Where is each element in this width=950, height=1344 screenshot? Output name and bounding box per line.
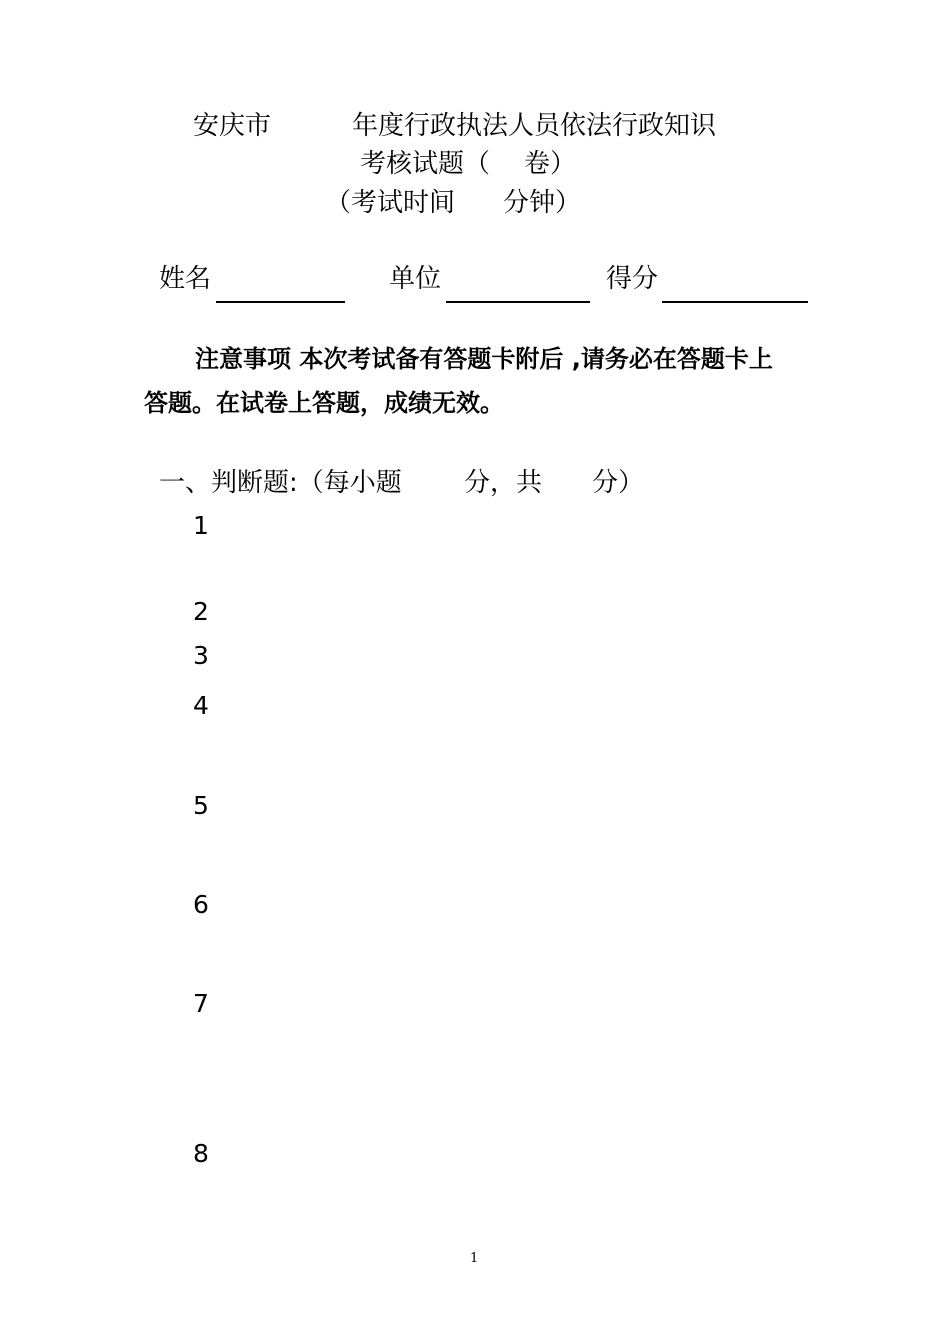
question-number: 2 [193, 597, 209, 626]
question-number: 5 [193, 791, 209, 820]
title-paper-suffix: 卷） [524, 149, 577, 179]
title-subject: 年度行政执法人员依法行政知识 [352, 111, 717, 141]
score-label: 得分 [606, 264, 659, 294]
notice-line-2: 答题。在试卷上答题，成绩无效。 [144, 389, 504, 417]
unit-label: 单位 [389, 264, 442, 294]
page-number: 1 [470, 1251, 479, 1266]
question-number: 3 [193, 641, 209, 670]
question-number: 8 [193, 1139, 209, 1168]
section-heading-part-1: 一、判断题:（每小题 [159, 468, 402, 498]
question-number: 1 [193, 511, 209, 540]
name-blank[interactable] [216, 301, 345, 303]
exam-time-suffix: 分钟） [503, 188, 582, 218]
title-paper-prefix: 考核试题（ [360, 149, 491, 179]
unit-blank[interactable] [446, 301, 590, 303]
score-blank[interactable] [662, 301, 808, 303]
exam-time-prefix: （考试时间 [325, 188, 456, 218]
title-city: 安庆市 [193, 111, 272, 141]
question-number: 7 [193, 989, 209, 1018]
name-label: 姓名 [159, 264, 212, 294]
question-number: 4 [193, 691, 209, 720]
section-heading-part-3: 分） [592, 468, 645, 498]
section-heading-part-2: 分，共 [464, 468, 543, 498]
notice-line-1: 注意事项 本次考试备有答题卡附后 ,请务必在答题卡上 [195, 345, 773, 373]
question-number: 6 [193, 890, 209, 919]
